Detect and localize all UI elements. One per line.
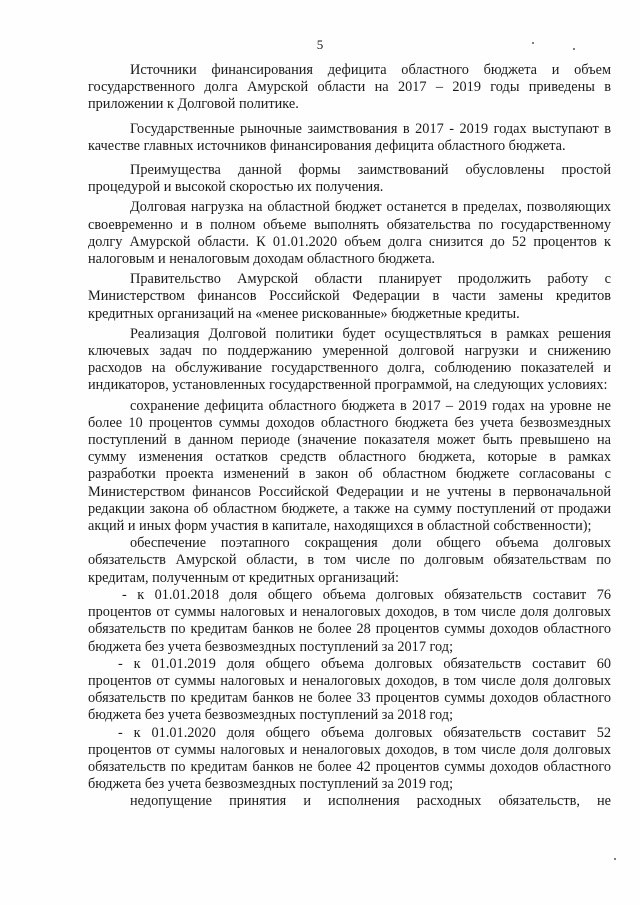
paragraph-policy-implementation: Реализация Долговой политики будет осуществляться в рамках решения ключевых задач по поддержанию умеренной долговой нагрузки и снижению расходов на обслуживание государственного долга, соблюдению показателей и индикаторов, установленных государственной программой, на следующих условиях: [88, 325, 611, 394]
paragraph-market-borrowings: Государственные рыночные заимствования в 2017 - 2019 годах выступают в качестве главных источников финансирования дефицита областного бюджета. [88, 120, 611, 154]
paragraph-reduction-condition: обеспечение поэтапного сокращения доли общего объема долговых обязательств Амурской области, в том числе по долговым обязательствам по кредитам, полученным от кредитных организаций: [88, 535, 611, 586]
list-item-2020: - к 01.01.2020 доля общего объема долговых обязательств составит 52 процентов от суммы налоговых и неналоговых доходов, в том числе доля долговых обязательств по кредитам банков не более 42 процентов суммы доходов областного бюджета без учета безвозмездных поступлений за 2019 год; [88, 724, 611, 793]
paragraph-debt-load: Долговая нагрузка на областной бюджет останется в пределах, позволяющих своевременно и в полном объеме выполнять обязательства по государственному долгу Амурской области. К 01.01.2020 объем долга снизится до 52 процентов к налоговым и неналоговым доходам областного бюджета. [88, 199, 611, 268]
paragraph-deficit-condition: сохранение дефицита областного бюджета в 2017 – 2019 годах на уровне не более 10 процентов суммы доходов областного бюджета без учета безвозмездных поступлений в данном периоде (значение показателя может быть превышено на сумму изменения остатков средств областного бюджета, которые в рамках разработки проекта изменений в закон об областном бюджете согласованы с Министерством финансов Российской Федерации и не учтены в первоначальной редакции закона об областном бюджете, а также на сумму поступлений от продажи акций и иных форм участия в капитале, находящихся в областной собственности); [88, 397, 611, 535]
page-number: 5 [316, 37, 324, 52]
paragraph-financing-sources: Источники финансирования дефицита областного бюджета и объем государственного долга Амурской области на 2017 – 2019 годы приведены в приложении к Долговой политике. [88, 62, 611, 113]
scan-speck [614, 858, 616, 860]
paragraph-advantages: Преимущества данной формы заимствований обусловлены простой процедурой и высокой скоростью их получения. [88, 162, 611, 196]
paragraph-obligations-continued: недопущение принятия и исполнения расходных обязательств, не [130, 793, 611, 810]
list-item-2019: - к 01.01.2019 доля общего объема долговых обязательств составит 60 процентов от суммы налоговых и неналоговых доходов, в том числе доля долговых обязательств по кредитам банков не более 33 процентов суммы доходов областного бюджета без учета безвозмездных поступлений за 2018 год; [88, 655, 611, 724]
document-body [88, 62, 611, 811]
scan-speck [573, 48, 575, 50]
list-item-2018: - к 01.01.2018 доля общего объема долговых обязательств составит 76 процентов от суммы налоговых и неналоговых доходов, в том числе доля долговых обязательств по кредитам банков не более 28 процентов суммы доходов областного бюджета без учета безвозмездных поступлений за 2017 год; [88, 586, 611, 655]
scan-speck [532, 42, 534, 44]
paragraph-government-plans: Правительство Амурской области планирует продолжить работу с Министерством финансов Российской Федерации в части замены кредитов кредитных организаций на «менее рискованные» бюджетные кредиты. [88, 271, 611, 322]
